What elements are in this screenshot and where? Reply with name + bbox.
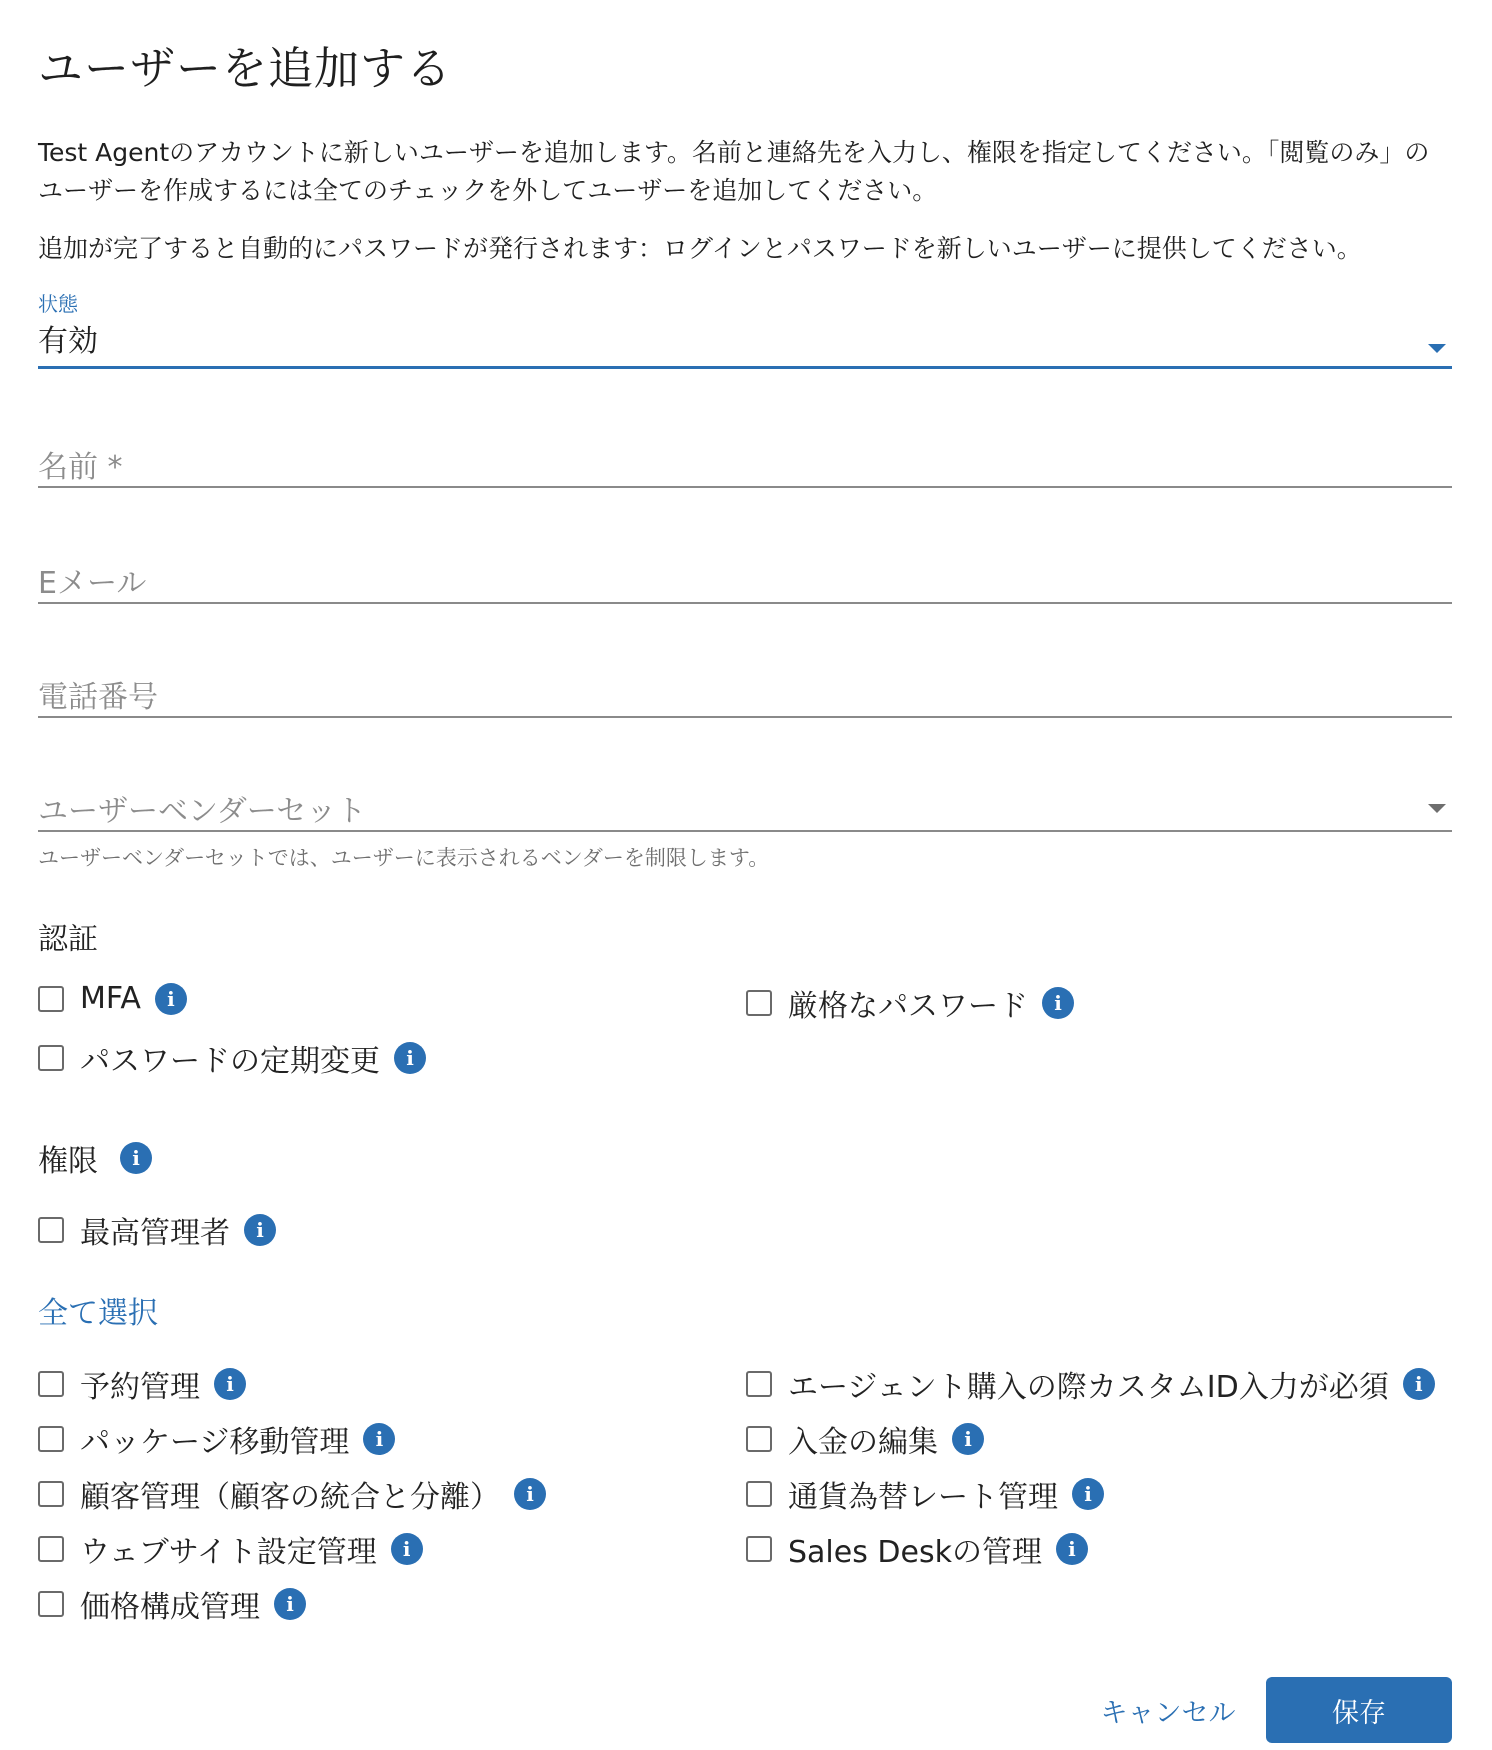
permission-exchange-rate-management[interactable]: 通貨為替レート管理 i <box>746 1472 1104 1516</box>
checkbox-unchecked[interactable] <box>38 1426 64 1452</box>
dropdown-arrow-icon <box>1428 804 1446 813</box>
checkbox-unchecked[interactable] <box>746 1426 772 1452</box>
checkbox-unchecked[interactable] <box>746 1536 772 1562</box>
checkbox-unchecked[interactable] <box>746 1481 772 1507</box>
vendor-set-placeholder: ユーザーベンダーセット <box>38 794 367 829</box>
checkbox-unchecked[interactable] <box>38 1481 64 1507</box>
permission-pricing-configuration-management[interactable]: 価格構成管理 i <box>38 1582 306 1626</box>
vendor-set-select[interactable] <box>38 784 1452 874</box>
mfa-checkbox[interactable]: MFA i <box>38 981 187 1016</box>
phone-field[interactable] <box>38 670 1452 718</box>
dropdown-arrow-icon <box>1428 344 1446 353</box>
info-icon[interactable]: i <box>514 1478 546 1510</box>
info-icon[interactable]: i <box>1056 1533 1088 1565</box>
vendor-set-hint: ユーザーベンダーセットでは、ユーザーに表示されるベンダーを制限します。 <box>38 846 770 870</box>
dialog-title: ユーザーを追加する <box>38 42 453 95</box>
email-field[interactable] <box>38 556 1452 604</box>
info-icon[interactable]: i <box>274 1588 306 1620</box>
status-select[interactable] <box>38 288 1452 368</box>
permissions-section-title: 権限 i <box>38 1136 152 1180</box>
checkbox-unchecked[interactable] <box>38 1536 64 1562</box>
dialog-description: Test Agentのアカウントに新しいユーザーを追加します。名前と連絡先を入力し、権限を指定してください。「閲覧のみ」のユーザーを作成するには全てのチェックを外してユーザーを追加してください。 <box>38 138 1430 205</box>
select-all-link[interactable]: 全て選択 <box>38 1296 158 1331</box>
super-admin-checkbox[interactable]: 最高管理者 i <box>38 1208 276 1252</box>
permission-sales-desk-management[interactable]: Sales Deskの管理 i <box>746 1527 1088 1571</box>
info-icon[interactable]: i <box>1403 1368 1435 1400</box>
checkbox-unchecked[interactable] <box>38 1045 64 1071</box>
checkbox-unchecked[interactable] <box>746 1371 772 1397</box>
status-label: 状態 <box>38 292 78 316</box>
info-icon[interactable]: i <box>952 1423 984 1455</box>
info-icon[interactable]: i <box>394 1042 426 1074</box>
password-rotation-checkbox[interactable]: パスワードの定期変更 i <box>38 1036 426 1080</box>
info-icon[interactable]: i <box>214 1368 246 1400</box>
info-icon[interactable]: i <box>120 1142 152 1174</box>
checkbox-unchecked[interactable] <box>38 986 64 1012</box>
checkbox-unchecked[interactable] <box>746 990 772 1016</box>
permission-website-settings-management[interactable]: ウェブサイト設定管理 i <box>38 1527 423 1571</box>
save-button[interactable]: 保存 <box>1266 1677 1452 1743</box>
info-icon[interactable]: i <box>1042 987 1074 1019</box>
permission-custom-id-required[interactable]: エージェント購入の際カスタムID入力が必須 i <box>746 1362 1435 1406</box>
name-field[interactable] <box>38 440 1452 488</box>
name-placeholder: 名前 * <box>38 450 123 485</box>
permission-customer-management[interactable]: 顧客管理（顧客の統合と分離） i <box>38 1472 546 1516</box>
dialog-password-note: 追加が完了すると自動的にパスワードが発行されます：ログインとパスワードを新しいユーザーに提供してください。 <box>38 234 1362 263</box>
phone-placeholder: 電話番号 <box>38 680 158 715</box>
permission-edit-payments[interactable]: 入金の編集 i <box>746 1417 984 1461</box>
info-icon[interactable]: i <box>363 1423 395 1455</box>
email-placeholder: Eメール <box>38 566 147 601</box>
info-icon[interactable]: i <box>244 1214 276 1246</box>
info-icon[interactable]: i <box>391 1533 423 1565</box>
checkbox-unchecked[interactable] <box>38 1371 64 1397</box>
strict-password-checkbox[interactable]: 厳格なパスワード i <box>746 981 1074 1025</box>
status-value: 有効 <box>38 324 98 359</box>
info-icon[interactable]: i <box>1072 1478 1104 1510</box>
cancel-button[interactable]: キャンセル <box>1100 1697 1236 1729</box>
checkbox-unchecked[interactable] <box>38 1591 64 1617</box>
checkbox-unchecked[interactable] <box>38 1217 64 1243</box>
permission-package-transfer-management[interactable]: パッケージ移動管理 i <box>38 1417 395 1461</box>
permission-reservation-management[interactable]: 予約管理 i <box>38 1362 246 1406</box>
info-icon[interactable]: i <box>155 983 187 1015</box>
auth-section-title: 認証 <box>38 922 98 957</box>
add-user-dialog <box>38 0 1452 1750</box>
